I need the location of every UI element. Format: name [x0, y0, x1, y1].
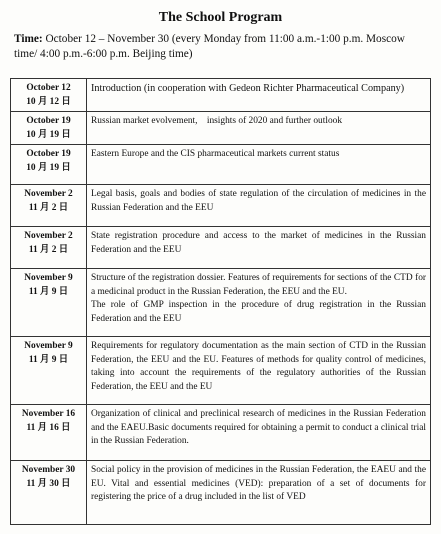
- topic-cell: Organization of clinical and preclinical research of medicines in the Russian Federation and the EAEU.Basic documents required for obtaining a permit to conduct a clinical trial in the Russian Federation.: [87, 405, 431, 461]
- topic-text: Structure of the registration dossier. Features of requirements for sections of the CTD for a medicinal product in the Russian Federation, the EEU and the EU.: [91, 273, 426, 297]
- table-row: [11, 461, 431, 525]
- date-cell: [11, 145, 87, 185]
- document-title: The School Program: [158, 10, 283, 25]
- date-en: November 2: [24, 231, 73, 241]
- date-en: November 30: [21, 465, 76, 475]
- topic-cell: State registration procedure and access to the market of medicines in the Russian Federation and the EEU: [87, 227, 431, 269]
- date-cn: 11 月 2 日: [28, 202, 69, 213]
- date-cn: 11 月 16 日: [26, 422, 71, 433]
- date-cn: 11 月 2 日: [28, 244, 69, 255]
- topic-cell: Legal basis, goals and bodies of state regulation of the circulation of medicines in the Russian Federation and the EEU: [87, 185, 431, 227]
- topic-text-2: The role of GMP inspection in the procedure of drug registration in the Russian Federation and the EEU: [91, 300, 426, 324]
- time-paragraph: [14, 32, 429, 62]
- date-en: November 9: [24, 341, 73, 351]
- table-row: [11, 145, 431, 185]
- date-cn: 10 月 19 日: [26, 129, 71, 140]
- date-en: November 9: [24, 273, 73, 283]
- date-cell: [11, 461, 87, 525]
- date-en: October 12: [26, 83, 71, 93]
- table-row: [11, 337, 431, 405]
- topic-cell: Russian market evolvement, insights of 2020 and further outlook: [87, 112, 431, 145]
- date-cn: 11 月 9 日: [28, 286, 69, 297]
- topic-cell: Requirements for regulatory documentation as the main section of CTD in the Russian Federation, the EEU and the EU. Features of methods for quality control of medicines, taking into account the requirements of the regulatory authorities of the Russian Federation, the EEU and the EU: [87, 337, 431, 405]
- date-cell: [11, 337, 87, 405]
- date-cn: 10 月 12 日: [26, 96, 71, 107]
- topic-cell: Social policy in the provision of medicines in the Russian Federation, the EAEU and the EU. Vital and essential medicines (VED): preparation of a set of documents for registering the price of a drug included in the list of VED: [87, 461, 431, 525]
- program-table: [10, 78, 431, 525]
- date-cell: [11, 185, 87, 227]
- date-cell: [11, 269, 87, 337]
- date-cn: 11 月 30 日: [26, 478, 71, 489]
- date-cell: [11, 79, 87, 112]
- topic-cell: Introduction (in cooperation with Gedeon Richter Pharmaceutical Company): [87, 79, 431, 112]
- table-row: [11, 79, 431, 112]
- date-en: November 2: [24, 189, 73, 199]
- topic-cell: [87, 269, 431, 337]
- table-row: [11, 112, 431, 145]
- date-cn: 10 月 19 日: [26, 162, 71, 173]
- date-en: October 19: [26, 149, 71, 159]
- time-text: October 12 – November 30 (every Monday from 11:00 a.m.-1:00 p.m. Moscow time/ 4:00 p.m.-6:00 p.m. Beijing time): [14, 33, 405, 60]
- date-cell: [11, 405, 87, 461]
- date-en: October 19: [26, 116, 71, 126]
- topic-cell: Eastern Europe and the CIS pharmaceutical markets current status: [87, 145, 431, 185]
- date-en: November 16: [21, 409, 76, 419]
- table-row: [11, 269, 431, 337]
- table-row: [11, 185, 431, 227]
- table-row: [11, 405, 431, 461]
- date-cell: [11, 227, 87, 269]
- date-cell: [11, 112, 87, 145]
- date-cn: 11 月 9 日: [28, 354, 69, 365]
- time-label: Time:: [14, 33, 43, 45]
- table-row: [11, 227, 431, 269]
